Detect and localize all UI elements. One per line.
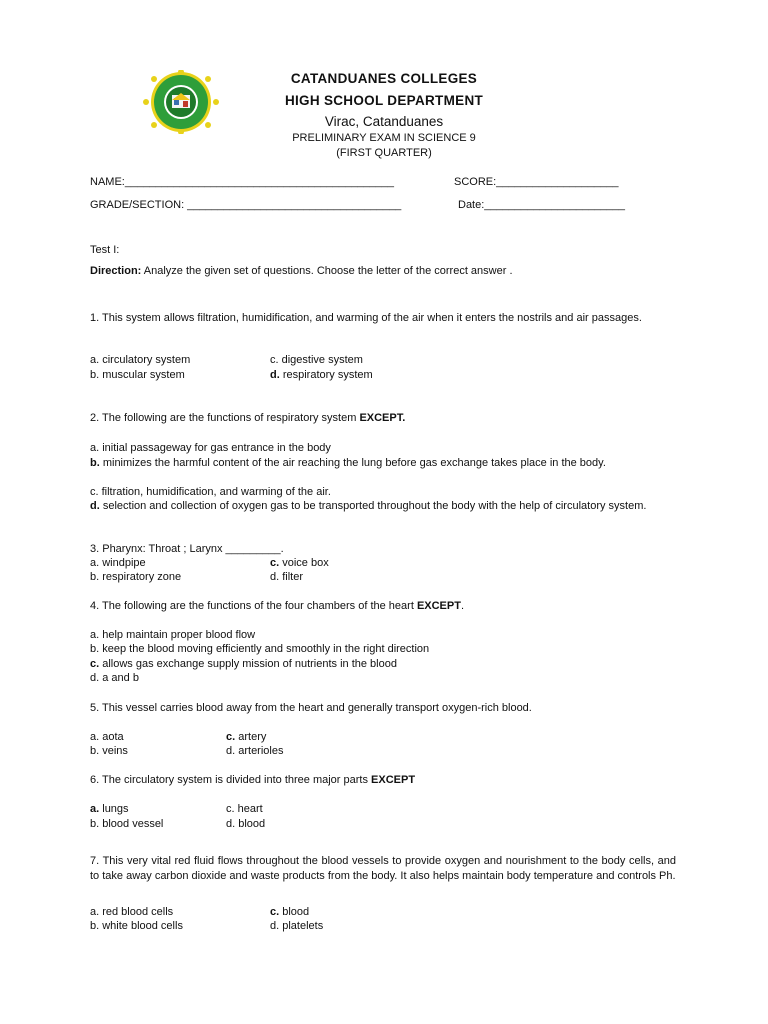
q7-option-c-letter: c. [270,906,280,918]
q2-option-a[interactable]: a. initial passageway for gas entrance in the body [90,442,331,454]
q4-stem-text: 4. The following are the functions of the four chambers of the heart [90,600,417,612]
q3-option-d[interactable]: d. filter [270,571,304,583]
q1-option-d-text: respiratory system [279,369,373,381]
q4-option-c-letter: c. [90,658,100,670]
q1-option-c[interactable]: c. digestive system [270,354,363,366]
q4-option-c-text: allows gas exchange supply mission of nutrients in the blood [99,658,397,670]
grade-section-field[interactable]: GRADE/SECTION: ___________________________________ [90,199,402,211]
q4-stem [90,600,464,612]
q2-option-b[interactable] [90,456,676,471]
q2-except: EXCEPT. [359,412,406,424]
q5-option-d[interactable]: d. arterioles [226,745,284,757]
q6-option-a[interactable] [90,803,129,815]
q2-option-d-text: selection and collection of oxygen gas to be transported throughout the body with the help of circulatory system. [99,500,647,512]
q1-option-a[interactable]: a. circulatory system [90,354,191,366]
score-field[interactable]: SCORE:____________________ [454,176,619,188]
q7-option-b[interactable]: b. white blood cells [90,920,183,932]
q2-option-b-letter: b. [90,457,100,469]
q7-option-a[interactable]: a. red blood cells [90,906,174,918]
q2-option-b-text: minimizes the harmful content of the air reaching the lung before gas exchange takes place in the body. [99,457,606,469]
q4-stem-end: . [460,600,465,612]
q6-stem-text: 6. The circulatory system is divided into three major parts [90,774,372,786]
q7-stem: 7. This very vital red fluid flows throughout the blood vessels to provide oxygen and nourishment to the body cells, and to take away carbon dioxide and waste products from the body. It also helps maintain body temperature and controls Ph. [90,855,676,882]
exam-title: PRELIMINARY EXAM IN SCIENCE 9 [292,132,476,144]
q7-option-d[interactable]: d. platelets [270,920,324,932]
school-location: Virac, Catanduanes [324,114,444,129]
q4-option-c[interactable] [90,658,397,670]
q6-stem [90,774,415,786]
q3-option-c[interactable] [270,557,329,569]
q4-option-d[interactable]: d. a and b [90,672,139,684]
name-field[interactable]: NAME:____________________________________________ [90,176,395,188]
q1-stem: 1. This system allows filtration, humidification, and warming of the air when it enters the nostrils and air passages. [90,312,642,324]
department-name: HIGH SCHOOL DEPARTMENT [284,93,484,108]
q1-option-d-letter: d. [270,369,280,381]
school-name: CATANDUANES COLLEGES [290,71,478,86]
date-field[interactable]: Date:_______________________ [458,199,625,211]
q2-stem [90,412,405,424]
q6-option-c[interactable]: c. heart [226,803,263,815]
q4-option-a[interactable]: a. help maintain proper blood flow [90,629,256,641]
q6-option-a-text: lungs [99,803,129,815]
q1-option-b[interactable]: b. muscular system [90,369,185,381]
q5-option-b[interactable]: b. veins [90,745,128,757]
q5-stem: 5. This vessel carries blood away from the heart and generally transport oxygen-rich blood. [90,702,532,714]
q2-stem-text: 2. The following are the functions of respiratory system [90,412,360,424]
q5-option-a[interactable]: a. aota [90,731,124,743]
test-title: Test I: [90,244,120,256]
exam-quarter: (FIRST QUARTER) [336,147,432,159]
q5-option-c[interactable] [226,731,266,743]
direction-text: Analyze the given set of questions. Choose the letter of the correct answer . [141,265,513,277]
q6-except: EXCEPT [371,774,416,786]
q2-option-d-letter: d. [90,500,100,512]
q6-option-a-letter: a. [90,803,100,815]
q3-option-b[interactable]: b. respiratory zone [90,571,182,583]
q4-option-b[interactable]: b. keep the blood moving efficiently and smoothly in the right direction [90,643,430,655]
q1-option-d[interactable] [270,369,373,381]
q7-option-c-text: blood [279,906,310,918]
q5-option-c-letter: c. [226,731,236,743]
q3-option-a[interactable]: a. windpipe [90,557,146,569]
q4-except: EXCEPT [416,600,461,612]
q3-option-c-text: voice box [279,557,329,569]
direction [90,265,513,277]
q2-option-d[interactable] [90,499,676,514]
q5-option-c-text: artery [235,731,267,743]
q3-option-c-letter: c. [270,557,280,569]
q7-option-c[interactable] [270,906,309,918]
q2-option-c[interactable]: c. filtration, humidification, and warming of the air. [90,486,331,498]
direction-label: Direction: [90,265,142,277]
q6-option-d[interactable]: d. blood [226,818,266,830]
q6-option-b[interactable]: b. blood vessel [90,818,164,830]
q3-stem: 3. Pharynx: Throat ; Larynx _________. [90,543,284,555]
